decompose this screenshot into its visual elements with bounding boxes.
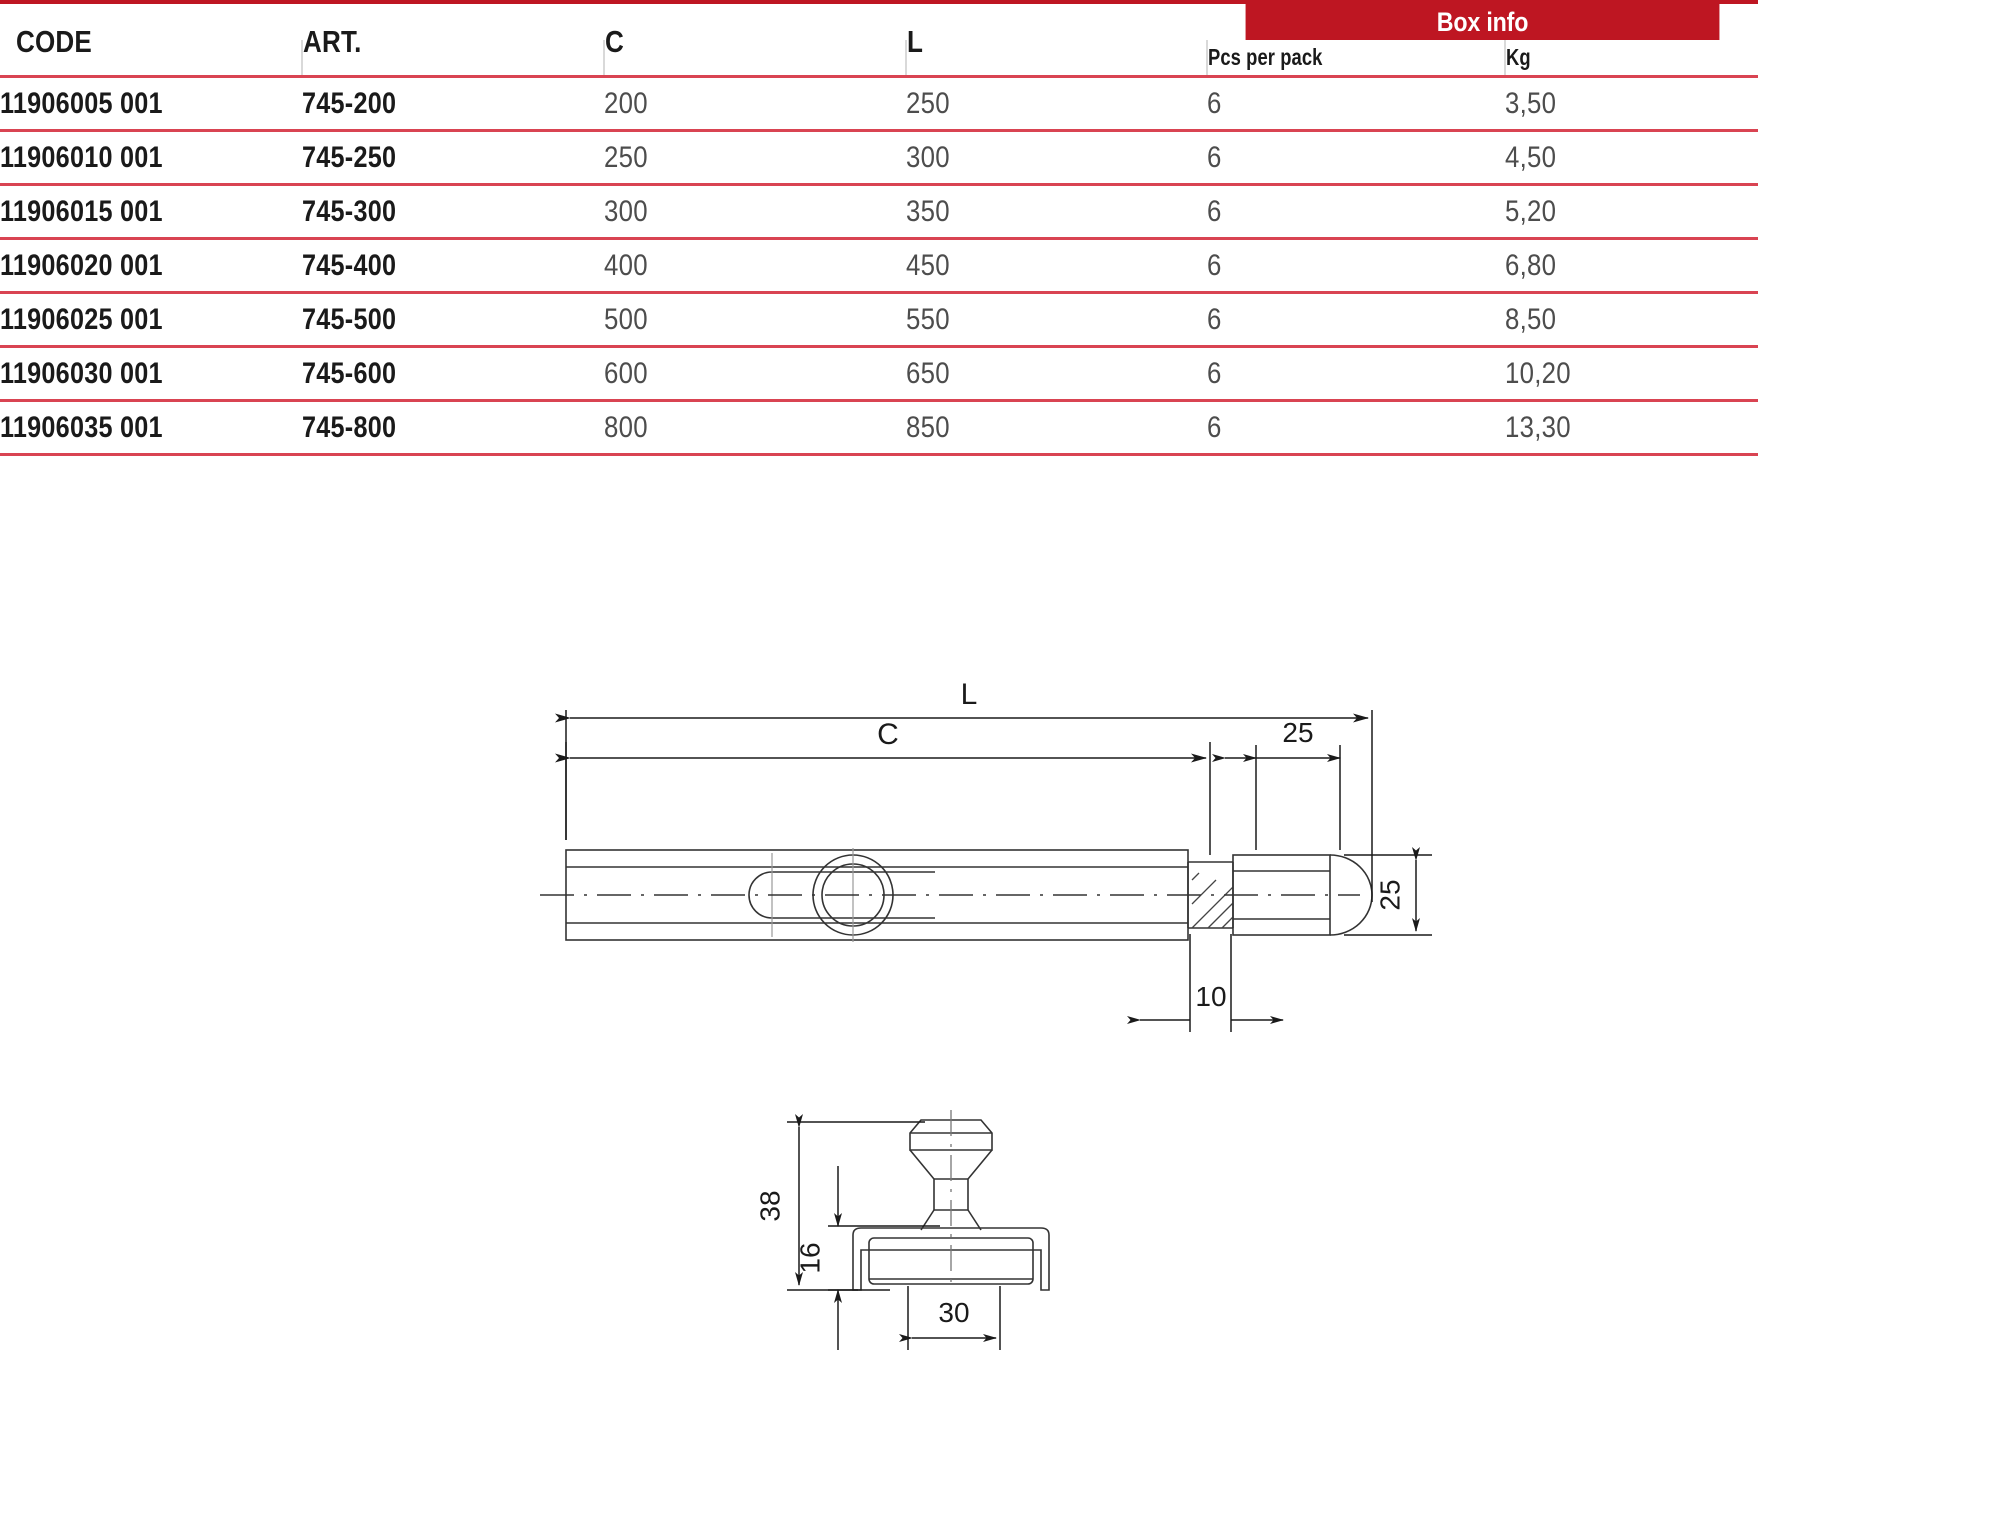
cell-art-text: 745-500 xyxy=(302,302,397,336)
table-header-row xyxy=(0,40,1758,75)
cell-art xyxy=(302,186,604,237)
cell-code-text: 11906015 001 xyxy=(0,194,163,228)
box-info-group-header: Box info xyxy=(1246,4,1720,40)
column-header-code-label: CODE xyxy=(16,24,92,59)
dimension-label-C: C xyxy=(877,718,899,751)
cell-pcs-text: 6 xyxy=(1207,410,1222,444)
cell-pcs xyxy=(1207,402,1505,453)
cell-kg-text: 13,30 xyxy=(1505,410,1571,444)
cell-c xyxy=(604,78,906,129)
cell-l-text: 450 xyxy=(906,248,950,282)
dimension-label-L: L xyxy=(960,678,978,711)
group-header-spacer xyxy=(604,4,906,40)
cell-kg xyxy=(1505,78,1758,129)
group-header-spacer xyxy=(906,4,1207,40)
table-row[interactable] xyxy=(0,240,1758,291)
product-spec-table xyxy=(0,0,1758,456)
cell-code-text: 11906005 001 xyxy=(0,86,163,120)
dimension-label-end-section: 25 xyxy=(1282,717,1314,748)
cell-art xyxy=(302,240,604,291)
cell-pcs-text: 6 xyxy=(1207,86,1222,120)
table-row[interactable] xyxy=(0,294,1758,345)
cell-c xyxy=(604,186,906,237)
cell-code-text: 11906030 001 xyxy=(0,356,163,390)
collar-hatching xyxy=(1192,873,1233,928)
table-row[interactable] xyxy=(0,348,1758,399)
cell-kg xyxy=(1505,240,1758,291)
dimension-label-diameter: 25 xyxy=(1374,879,1406,911)
table-bottom-rule xyxy=(0,453,1758,456)
cell-art-text: 745-400 xyxy=(302,248,397,282)
dimension-L xyxy=(566,710,1372,902)
cell-art-text: 745-250 xyxy=(302,140,397,174)
cell-c xyxy=(604,240,906,291)
column-header-pcs-per-pack xyxy=(1207,40,1505,75)
cell-art xyxy=(302,78,604,129)
table-row[interactable] xyxy=(0,132,1758,183)
cell-pcs xyxy=(1207,240,1505,291)
cell-kg xyxy=(1505,402,1758,453)
cell-kg xyxy=(1505,132,1758,183)
cell-l xyxy=(906,132,1207,183)
cell-art xyxy=(302,348,604,399)
cell-l xyxy=(906,78,1207,129)
column-header-c xyxy=(604,24,906,75)
cell-l xyxy=(906,240,1207,291)
column-header-code xyxy=(0,24,302,75)
cell-pcs-text: 6 xyxy=(1207,356,1222,390)
main-view-group xyxy=(540,848,1372,942)
cell-pcs xyxy=(1207,186,1505,237)
cell-l xyxy=(906,186,1207,237)
cell-c-text: 600 xyxy=(604,356,648,390)
column-header-kg xyxy=(1505,40,1758,75)
cell-l xyxy=(906,402,1207,453)
cell-l-text: 650 xyxy=(906,356,950,390)
cell-code xyxy=(0,186,302,237)
cell-code xyxy=(0,294,302,345)
cell-l-text: 250 xyxy=(906,86,950,120)
cell-c xyxy=(604,294,906,345)
cell-art xyxy=(302,132,604,183)
column-header-kg-label: Kg xyxy=(1506,43,1531,70)
cell-pcs-text: 6 xyxy=(1207,248,1222,282)
cell-c-text: 400 xyxy=(604,248,648,282)
cell-l xyxy=(906,294,1207,345)
cell-art-text: 745-300 xyxy=(302,194,397,228)
cell-kg-text: 3,50 xyxy=(1505,86,1557,120)
cell-l-text: 350 xyxy=(906,194,950,228)
cell-art-text: 745-600 xyxy=(302,356,397,390)
table-row[interactable] xyxy=(0,402,1758,453)
dimension-label-body-height: 16 xyxy=(794,1242,826,1274)
dimension-label-total-height: 38 xyxy=(754,1190,786,1222)
table-row[interactable] xyxy=(0,186,1758,237)
spec-table-element xyxy=(0,0,1758,456)
cell-kg xyxy=(1505,348,1758,399)
cell-code xyxy=(0,78,302,129)
column-header-pcs-per-pack-label: Pcs per pack xyxy=(1208,43,1323,70)
cell-c-text: 300 xyxy=(604,194,648,228)
dimension-label-width: 30 xyxy=(938,1297,970,1328)
cell-l xyxy=(906,348,1207,399)
column-header-art-label: ART. xyxy=(303,24,362,59)
cell-c-text: 500 xyxy=(604,302,648,336)
cell-pcs xyxy=(1207,78,1505,129)
cell-l-text: 550 xyxy=(906,302,950,336)
cell-l-text: 300 xyxy=(906,140,950,174)
cell-pcs-text: 6 xyxy=(1207,140,1222,174)
cell-art-text: 745-200 xyxy=(302,86,397,120)
cell-code xyxy=(0,132,302,183)
cell-kg-text: 5,20 xyxy=(1505,194,1557,228)
cell-code-text: 11906035 001 xyxy=(0,410,163,444)
cell-c-text: 200 xyxy=(604,86,648,120)
cell-c-text: 250 xyxy=(604,140,648,174)
cell-kg-text: 4,50 xyxy=(1505,140,1557,174)
cell-pcs-text: 6 xyxy=(1207,302,1222,336)
cell-code-text: 11906025 001 xyxy=(0,302,163,336)
cell-code xyxy=(0,240,302,291)
dimension-body-height xyxy=(828,1166,940,1350)
cell-code-text: 11906010 001 xyxy=(0,140,163,174)
column-header-c-label: C xyxy=(605,24,624,59)
technical-drawing-svg xyxy=(0,678,1996,1328)
column-header-l-label: L xyxy=(907,24,924,59)
cell-kg xyxy=(1505,186,1758,237)
cell-code-text: 11906020 001 xyxy=(0,248,163,282)
table-group-header-row xyxy=(0,4,1758,40)
cell-art-text: 745-800 xyxy=(302,410,397,444)
dimension-C xyxy=(566,742,1210,855)
cell-pcs xyxy=(1207,294,1505,345)
cell-code xyxy=(0,402,302,453)
cell-art xyxy=(302,402,604,453)
table-row[interactable] xyxy=(0,78,1758,129)
column-header-art xyxy=(302,24,604,75)
detail-view-group xyxy=(853,1110,1049,1290)
column-header-l xyxy=(906,24,1207,75)
cell-c-text: 800 xyxy=(604,410,648,444)
dimension-label-collar-width: 10 xyxy=(1195,981,1227,1012)
cell-c xyxy=(604,348,906,399)
cell-kg-text: 8,50 xyxy=(1505,302,1557,336)
cell-l-text: 850 xyxy=(906,410,950,444)
cell-pcs-text: 6 xyxy=(1207,194,1222,228)
cell-pcs xyxy=(1207,348,1505,399)
technical-drawing xyxy=(0,678,1996,1328)
cell-kg-text: 10,20 xyxy=(1505,356,1571,390)
cell-art xyxy=(302,294,604,345)
cell-c xyxy=(604,402,906,453)
cell-code xyxy=(0,348,302,399)
cell-kg-text: 6,80 xyxy=(1505,248,1557,282)
cell-c xyxy=(604,132,906,183)
cell-kg xyxy=(1505,294,1758,345)
dimension-end-section xyxy=(1225,745,1340,850)
cell-pcs xyxy=(1207,132,1505,183)
